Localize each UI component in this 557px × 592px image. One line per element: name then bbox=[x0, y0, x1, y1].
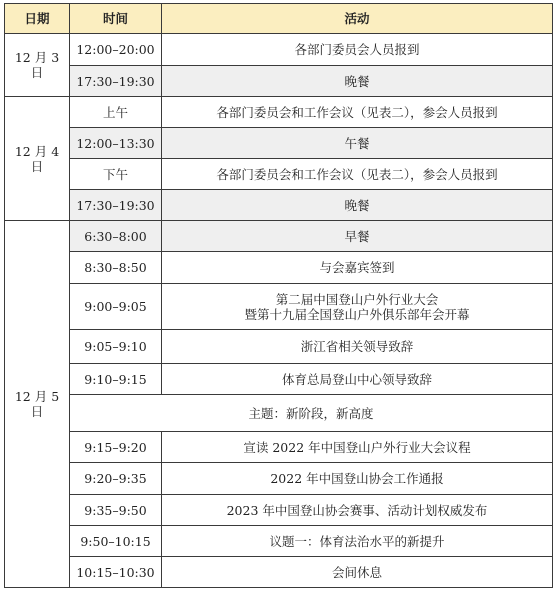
theme-row bbox=[5, 395, 553, 432]
activity-line: 暨第十九届全国登山户外俱乐部年会开幕 bbox=[244, 306, 470, 322]
activity-cell: 宣读 2022 年中国登山户外行业大会议程 bbox=[162, 432, 553, 463]
activity-cell: 各部门委员会人员报到 bbox=[162, 34, 553, 66]
time-cell: 17:30–19:30 bbox=[70, 66, 162, 97]
table-row bbox=[5, 97, 553, 128]
activity-line: 第二届中国登山户外行业大会 bbox=[275, 291, 439, 307]
header-row bbox=[5, 4, 553, 34]
time-cell: 9:20–9:35 bbox=[70, 463, 162, 495]
time-cell: 12:00–20:00 bbox=[70, 34, 162, 66]
table-row bbox=[5, 190, 553, 221]
date-column-header: 日期 bbox=[5, 4, 70, 34]
activity-cell: 浙江省相关领导致辞 bbox=[162, 330, 553, 364]
time-column-header: 时间 bbox=[70, 4, 162, 34]
activity-cell: 早餐 bbox=[162, 221, 553, 252]
time-cell: 9:35–9:50 bbox=[70, 495, 162, 526]
time-cell: 9:50–10:15 bbox=[70, 526, 162, 557]
table-row bbox=[5, 66, 553, 97]
table-row bbox=[5, 432, 553, 463]
activity-cell: 各部门委员会和工作会议（见表二），参会人员报到 bbox=[162, 159, 553, 190]
table-row bbox=[5, 159, 553, 190]
activity-cell: 晚餐 bbox=[162, 190, 553, 221]
time-cell: 9:00–9:05 bbox=[70, 284, 162, 330]
time-cell: 下午 bbox=[70, 159, 162, 190]
time-cell: 上午 bbox=[70, 97, 162, 128]
table-row bbox=[5, 526, 553, 557]
table-row bbox=[5, 128, 553, 159]
activity-cell: 会间休息 bbox=[162, 557, 553, 588]
table-row bbox=[5, 557, 553, 588]
activity-cell: 体育总局登山中心领导致辞 bbox=[162, 364, 553, 395]
time-cell: 10:15–10:30 bbox=[70, 557, 162, 588]
time-cell: 12:00–13:30 bbox=[70, 128, 162, 159]
activity-cell: 议题一：体育法治水平的新提升 bbox=[162, 526, 553, 557]
theme-cell: 主题：新阶段，新高度 bbox=[70, 395, 553, 432]
table-row bbox=[5, 495, 553, 526]
table-row bbox=[5, 34, 553, 66]
activity-cell: 晚餐 bbox=[162, 66, 553, 97]
activity-cell: 2023 年中国登山协会赛事、活动计划权威发布 bbox=[162, 495, 553, 526]
time-cell: 9:10–9:15 bbox=[70, 364, 162, 395]
table-row bbox=[5, 364, 553, 395]
date-cell: 12 月 3 日 bbox=[5, 34, 70, 97]
page-bottom-edge bbox=[0, 588, 557, 592]
date-cell: 12 月 5 日 bbox=[5, 221, 70, 588]
activity-cell: 与会嘉宾签到 bbox=[162, 252, 553, 284]
date-cell: 12 月 4 日 bbox=[5, 97, 70, 221]
time-cell: 9:15–9:20 bbox=[70, 432, 162, 463]
table-row bbox=[5, 221, 553, 252]
time-cell: 8:30–8:50 bbox=[70, 252, 162, 284]
activity-cell: 各部门委员会和工作会议（见表二），参会人员报到 bbox=[162, 97, 553, 128]
table-row bbox=[5, 284, 553, 330]
activity-cell: 2022 年中国登山协会工作通报 bbox=[162, 463, 553, 495]
table-row bbox=[5, 252, 553, 284]
time-cell: 17:30–19:30 bbox=[70, 190, 162, 221]
table-row bbox=[5, 463, 553, 495]
schedule-table bbox=[4, 3, 553, 588]
activity-cell: 午餐 bbox=[162, 128, 553, 159]
table-row bbox=[5, 330, 553, 364]
activity-column-header: 活动 bbox=[162, 4, 553, 34]
time-cell: 9:05–9:10 bbox=[70, 330, 162, 364]
activity-cell bbox=[162, 284, 553, 330]
time-cell: 6:30–8:00 bbox=[70, 221, 162, 252]
